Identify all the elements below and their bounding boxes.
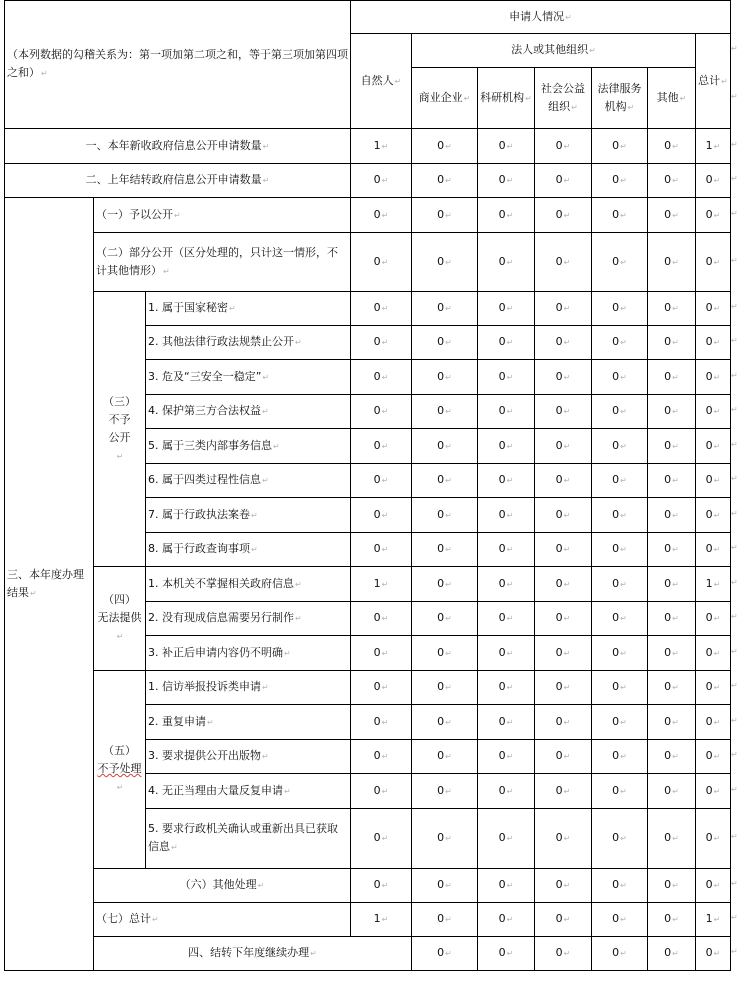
value-cell: 0↵ — [592, 774, 648, 809]
row-end-mark: ↵ — [731, 439, 738, 449]
value-cell: 0↵ — [535, 233, 592, 292]
label-subtotal: （七）总计↵ — [94, 903, 351, 937]
label-disclose: （一）予以公开↵ — [94, 198, 351, 233]
label-carried-over: 二、上年结转政府信息公开申请数量↵ — [5, 164, 351, 198]
value-cell: 0↵ — [478, 567, 535, 602]
header-commercial: 商业企业↵ — [412, 68, 478, 129]
row-other-handling — [5, 869, 731, 903]
value-cell: 0↵ — [412, 326, 478, 360]
value-cell: 0↵ — [696, 326, 731, 360]
table-note: （本列数据的勾稽关系为：第一项加第二项之和，等于第三项加第四项之和）↵ — [5, 1, 351, 129]
value-cell: 0↵ — [535, 774, 592, 809]
row-end-mark: ↵ — [731, 44, 738, 53]
value-cell: 0↵ — [592, 671, 648, 705]
header-research: 科研机构↵ — [478, 68, 535, 129]
row-end-mark: ↵ — [731, 208, 738, 218]
value-cell: 0↵ — [351, 292, 412, 326]
value-cell: 0↵ — [412, 464, 478, 498]
value-cell: 0↵ — [412, 395, 478, 429]
label-not-handle-item: 5. 要求行政机关确认或重新出具已获取信息↵ — [146, 809, 351, 869]
value-cell: 0↵ — [412, 705, 478, 740]
value-cell: 0↵ — [648, 429, 696, 464]
value-cell: 0↵ — [478, 937, 535, 971]
value-cell: 0↵ — [412, 429, 478, 464]
value-cell: 0↵ — [696, 233, 731, 292]
value-cell: 0↵ — [535, 498, 592, 533]
value-cell: 0↵ — [478, 429, 535, 464]
value-cell: 0↵ — [535, 869, 592, 903]
value-cell: 0↵ — [351, 774, 412, 809]
value-cell: 0↵ — [535, 360, 592, 395]
value-cell: 0↵ — [535, 164, 592, 198]
value-cell: 0↵ — [592, 567, 648, 602]
label-not-disclose-item: 7. 属于行政执法案卷↵ — [146, 498, 351, 533]
value-cell: 0↵ — [478, 326, 535, 360]
row-end-mark: ↵ — [731, 302, 738, 311]
value-cell: 0↵ — [648, 937, 696, 971]
value-cell: 0↵ — [592, 937, 648, 971]
value-cell: 0↵ — [696, 602, 731, 636]
value-cell: 0↵ — [412, 292, 478, 326]
value-cell: 0↵ — [648, 705, 696, 740]
value-cell: 0↵ — [535, 809, 592, 869]
value-cell: 0↵ — [535, 198, 592, 233]
row-unable — [5, 567, 731, 602]
value-cell: 0↵ — [478, 360, 535, 395]
header-legal-or-other: 法人或其他组织↵ — [412, 34, 696, 68]
value-cell: 0↵ — [648, 774, 696, 809]
value-cell: 0↵ — [696, 809, 731, 869]
value-cell: 0↵ — [535, 903, 592, 937]
value-cell: 0↵ — [592, 464, 648, 498]
value-cell: 0↵ — [592, 429, 648, 464]
value-cell: 0↵ — [478, 740, 535, 774]
row-end-mark: ↵ — [731, 543, 738, 552]
value-cell: 0↵ — [648, 233, 696, 292]
value-cell: 0↵ — [648, 602, 696, 636]
value-cell: 0↵ — [478, 774, 535, 809]
value-cell: 0↵ — [478, 233, 535, 292]
value-cell: 0↵ — [696, 498, 731, 533]
value-cell: 0↵ — [478, 671, 535, 705]
row-carry-forward — [5, 937, 731, 971]
label-not-disclose-item: 1. 属于国家秘密↵ — [146, 292, 351, 326]
label-not-disclose-item: 5. 属于三类内部事务信息↵ — [146, 429, 351, 464]
value-cell: 0↵ — [535, 395, 592, 429]
value-cell: 0↵ — [696, 705, 731, 740]
value-cell: 0↵ — [696, 198, 731, 233]
value-cell: 0↵ — [412, 809, 478, 869]
value-cell: 0↵ — [412, 567, 478, 602]
value-cell: 0↵ — [351, 869, 412, 903]
value-cell: 0↵ — [478, 636, 535, 671]
value-cell: 0↵ — [696, 636, 731, 671]
value-cell: 0↵ — [535, 292, 592, 326]
row-end-mark: ↵ — [731, 405, 738, 414]
value-cell: 0↵ — [535, 533, 592, 567]
value-cell: 0↵ — [592, 740, 648, 774]
value-cell: 0↵ — [696, 937, 731, 971]
row-end-mark: ↵ — [731, 508, 738, 518]
value-cell: 0↵ — [478, 129, 535, 164]
group-not-disclose: （三） 不予 公开 ↵ — [94, 292, 146, 567]
value-cell: 0↵ — [351, 360, 412, 395]
value-cell: 0↵ — [351, 809, 412, 869]
value-cell: 0↵ — [592, 198, 648, 233]
value-cell: 0↵ — [478, 395, 535, 429]
label-carry-forward: 四、结转下年度继续办理↵ — [94, 937, 412, 971]
value-cell: 0↵ — [592, 395, 648, 429]
row-end-mark: ↵ — [731, 370, 738, 380]
label-not-handle-item: 1. 信访举报投诉类申请↵ — [146, 671, 351, 705]
value-cell: 0↵ — [412, 164, 478, 198]
value-cell: 0↵ — [648, 164, 696, 198]
header-social-welfare: 社会公益组织↵ — [535, 68, 592, 129]
row-carried-over — [5, 164, 731, 198]
value-cell: 0↵ — [351, 740, 412, 774]
value-cell: 0↵ — [535, 705, 592, 740]
value-cell: 0↵ — [478, 464, 535, 498]
value-cell: 0↵ — [412, 360, 478, 395]
value-cell: 0↵ — [648, 292, 696, 326]
value-cell: 0↵ — [412, 233, 478, 292]
label-not-disclose-item: 6. 属于四类过程性信息↵ — [146, 464, 351, 498]
value-cell: 0↵ — [592, 809, 648, 869]
value-cell: 0↵ — [592, 869, 648, 903]
label-unable-item: 3. 补正后申请内容仍不明确↵ — [146, 636, 351, 671]
value-cell: 0↵ — [696, 774, 731, 809]
value-cell: 0↵ — [351, 395, 412, 429]
value-cell: 0↵ — [648, 129, 696, 164]
value-cell: 0↵ — [351, 326, 412, 360]
label-unable-item: 2. 没有现成信息需要另行制作↵ — [146, 602, 351, 636]
value-cell: 0↵ — [696, 740, 731, 774]
value-cell: 0↵ — [535, 636, 592, 671]
value-cell: 0↵ — [592, 498, 648, 533]
row-not-handle — [5, 671, 731, 705]
value-cell: 0↵ — [648, 360, 696, 395]
value-cell: 0↵ — [478, 198, 535, 233]
value-cell: 0↵ — [351, 164, 412, 198]
value-cell: 0↵ — [478, 292, 535, 326]
row-subtotal — [5, 903, 731, 937]
value-cell: 0↵ — [535, 671, 592, 705]
value-cell: 0↵ — [648, 903, 696, 937]
row-end-mark: ↵ — [731, 784, 738, 794]
row-end-mark: ↵ — [731, 139, 738, 149]
value-cell: 0↵ — [592, 360, 648, 395]
value-cell: 0↵ — [535, 567, 592, 602]
value-cell: 0↵ — [351, 498, 412, 533]
value-cell: 0↵ — [478, 869, 535, 903]
value-cell: 0↵ — [648, 809, 696, 869]
label-not-handle-item: 3. 要求提供公开出版物↵ — [146, 740, 351, 774]
value-cell: 0↵ — [592, 636, 648, 671]
note-text: （本列数据的勾稽关系为：第一项加第二项之和，等于第三项加第四项之和） — [7, 48, 348, 79]
value-cell: 0↵ — [696, 671, 731, 705]
row-end-mark: ↵ — [731, 750, 738, 759]
value-cell: 0↵ — [478, 705, 535, 740]
header-total: 总计↵ — [696, 34, 731, 129]
value-cell: 0↵ — [696, 869, 731, 903]
value-cell: 1↵ — [351, 567, 412, 602]
value-cell: 0↵ — [351, 636, 412, 671]
value-cell: 0↵ — [478, 809, 535, 869]
value-cell: 0↵ — [351, 429, 412, 464]
value-cell: 1↵ — [696, 129, 731, 164]
value-cell: 0↵ — [592, 164, 648, 198]
paragraph-marks-column — [731, 0, 740, 983]
row-end-mark: ↵ — [731, 174, 738, 183]
value-cell: 0↵ — [351, 198, 412, 233]
value-cell: 0↵ — [648, 869, 696, 903]
value-cell: 0↵ — [535, 740, 592, 774]
value-cell: 0↵ — [478, 164, 535, 198]
row-end-mark: ↵ — [731, 646, 738, 656]
value-cell: 0↵ — [412, 869, 478, 903]
value-cell: 1↵ — [696, 567, 731, 602]
label-not-disclose-item: 4. 保护第三方合法权益↵ — [146, 395, 351, 429]
value-cell: 0↵ — [535, 129, 592, 164]
value-cell: 0↵ — [412, 636, 478, 671]
group-not-handle: （五） 不予处理 ↵ — [94, 671, 146, 869]
value-cell: 0↵ — [648, 198, 696, 233]
value-cell: 1↵ — [696, 903, 731, 937]
row-end-mark: ↵ — [731, 91, 738, 101]
value-cell: 0↵ — [648, 567, 696, 602]
disclosure-statistics-table — [4, 0, 731, 971]
value-cell: 0↵ — [478, 602, 535, 636]
label-new-requests: 一、本年新收政府信息公开申请数量↵ — [5, 129, 351, 164]
row-end-mark: ↵ — [731, 474, 738, 483]
row-end-mark: ↵ — [731, 612, 738, 621]
header-other: 其他↵ — [648, 68, 696, 129]
value-cell: 0↵ — [648, 636, 696, 671]
row-end-mark: ↵ — [731, 947, 738, 956]
value-cell: 0↵ — [351, 671, 412, 705]
value-cell: 0↵ — [592, 705, 648, 740]
value-cell: 0↵ — [648, 464, 696, 498]
value-cell: 0↵ — [696, 533, 731, 567]
value-cell: 0↵ — [592, 292, 648, 326]
row-partial — [5, 233, 731, 292]
value-cell: 0↵ — [592, 533, 648, 567]
value-cell: 0↵ — [535, 326, 592, 360]
value-cell: 0↵ — [412, 937, 478, 971]
value-cell: 0↵ — [412, 533, 478, 567]
label-results: 三、本年度办理结果↵ — [5, 198, 94, 971]
value-cell: 0↵ — [648, 671, 696, 705]
value-cell: 0↵ — [535, 464, 592, 498]
row-new-requests — [5, 129, 731, 164]
value-cell: 0↵ — [696, 464, 731, 498]
value-cell: 0↵ — [696, 164, 731, 198]
value-cell: 0↵ — [648, 498, 696, 533]
header-legal-service: 法律服务机构↵ — [592, 68, 648, 129]
label-not-disclose-item: 3. 危及“三安全一稳定”↵ — [146, 360, 351, 395]
row-end-mark: ↵ — [731, 681, 738, 690]
row-end-mark: ↵ — [731, 336, 738, 345]
label-not-disclose-item: 2. 其他法律行政法规禁止公开↵ — [146, 326, 351, 360]
value-cell: 0↵ — [478, 498, 535, 533]
value-cell: 0↵ — [351, 705, 412, 740]
row-disclose — [5, 198, 731, 233]
label-unable-item: 1. 本机关不掌握相关政府信息↵ — [146, 567, 351, 602]
value-cell: 0↵ — [696, 292, 731, 326]
value-cell: 0↵ — [351, 602, 412, 636]
value-cell: 0↵ — [412, 498, 478, 533]
value-cell: 1↵ — [351, 129, 412, 164]
row-end-mark: ↵ — [731, 913, 738, 922]
value-cell: 0↵ — [592, 602, 648, 636]
value-cell: 0↵ — [696, 360, 731, 395]
value-cell: 0↵ — [351, 464, 412, 498]
value-cell: 0↵ — [412, 774, 478, 809]
label-not-handle-item: 2. 重复申请↵ — [146, 705, 351, 740]
value-cell: 0↵ — [592, 129, 648, 164]
value-cell: 0↵ — [535, 937, 592, 971]
value-cell: 0↵ — [648, 533, 696, 567]
value-cell: 0↵ — [648, 326, 696, 360]
group-unable: （四） 无法提供 ↵ — [94, 567, 146, 671]
label-other-handling: （六）其他处理↵ — [94, 869, 351, 903]
value-cell: 0↵ — [412, 903, 478, 937]
value-cell: 0↵ — [696, 395, 731, 429]
value-cell: 0↵ — [412, 671, 478, 705]
value-cell: 0↵ — [478, 903, 535, 937]
row-end-mark: ↵ — [731, 832, 738, 841]
value-cell: 0↵ — [478, 533, 535, 567]
label-not-disclose-item: 8. 属于行政查询事项↵ — [146, 533, 351, 567]
value-cell: 0↵ — [648, 395, 696, 429]
value-cell: 0↵ — [592, 326, 648, 360]
row-end-mark: ↵ — [731, 255, 738, 265]
value-cell: 0↵ — [592, 233, 648, 292]
header-applicant-situation: 申请人情况↵ — [351, 1, 731, 34]
value-cell: 0↵ — [412, 740, 478, 774]
value-cell: 0↵ — [535, 429, 592, 464]
value-cell: 0↵ — [351, 233, 412, 292]
row-end-mark: ↵ — [731, 879, 738, 888]
label-partial: （二）部分公开（区分处理的，只计这一情形，不计其他情形）↵ — [94, 233, 351, 292]
value-cell: 0↵ — [592, 903, 648, 937]
value-cell: 0↵ — [648, 740, 696, 774]
row-end-mark: ↵ — [731, 577, 738, 587]
value-cell: 0↵ — [351, 533, 412, 567]
value-cell: 1↵ — [351, 903, 412, 937]
value-cell: 0↵ — [412, 602, 478, 636]
value-cell: 0↵ — [412, 129, 478, 164]
header-natural-person: 自然人↵ — [351, 34, 412, 129]
row-not-disclose — [5, 292, 731, 326]
value-cell: 0↵ — [696, 429, 731, 464]
value-cell: 0↵ — [535, 602, 592, 636]
value-cell: 0↵ — [412, 198, 478, 233]
row-end-mark: ↵ — [731, 715, 738, 725]
label-not-handle-item: 4. 无正当理由大量反复申请↵ — [146, 774, 351, 809]
